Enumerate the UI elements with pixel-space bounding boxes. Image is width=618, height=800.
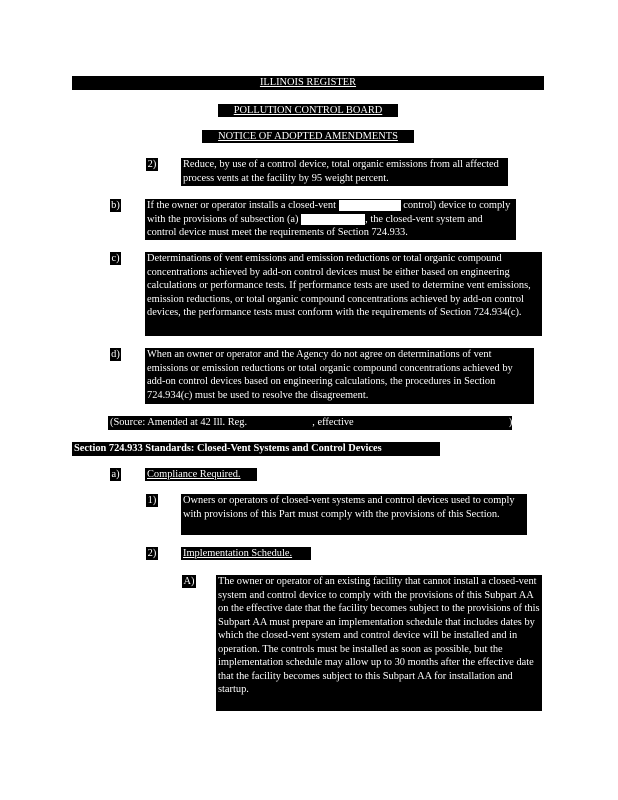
sub-a2-band (181, 547, 311, 560)
redaction-box (301, 214, 365, 225)
item-b-label: b) (111, 200, 120, 211)
sub-a-band (145, 468, 257, 481)
sub-a2A-text: The owner or operator of an existing facility that cannot install a closed-vent system and control device to comply with the provisions of this Subpart AA on the effective date that the facility becomes subject to the provisions of this Subpart AA must prepare an implementation schedule that includes dates by which the closed-vent system and control device will be installed and in operation. The controls must be installed as soon as possible, but the implementation schedule may allow up to 30 months after the effective date that the facility becomes subject to this Subpart AA for installation and startup. (216, 575, 542, 711)
source-note-middle: , effective (312, 417, 354, 428)
redaction-box (250, 417, 310, 428)
sub-a-label: a) (111, 469, 120, 480)
header-rule (72, 88, 544, 90)
sub-a1-text: Owners or operators of closed-vent systems and control devices used to comply with provisions of this Part must comply with the provisions of this Section. (181, 494, 527, 535)
section-heading (72, 442, 440, 456)
sub-a-title: Compliance Required. (147, 469, 241, 480)
source-note-suffix: ) (508, 417, 513, 428)
source-note-prefix: (Source: Amended at 42 Ill. Reg. (110, 417, 248, 428)
item-c-label: c) (111, 253, 120, 264)
board-title-band (218, 104, 398, 117)
notice-title: NOTICE OF ADOPTED AMENDMENTS (218, 131, 398, 142)
item-b-text (145, 199, 516, 240)
item-c-text: Determinations of vent emissions and emission reductions or total organic compound concentrations achieved by add-on control devices must be either based on engineering calculations or performance tests. If performance tests are used to determine vent emissions, emission reductions, or total organic compound concentrations achieved by add-on control devices, the performance tests must conform with the requirements of Section 724.934(c). (145, 252, 542, 336)
item-b-text-before: If the owner or operator installs a closed-vent (147, 200, 336, 211)
board-title: POLLUTION CONTROL BOARD (233, 105, 383, 116)
notice-title-band (202, 130, 414, 143)
section-heading-text: Section 724.933 Standards: Closed-Vent Systems and Control Devices (74, 443, 382, 454)
redaction-box (339, 200, 401, 211)
item-2-label: 2) (147, 159, 157, 170)
item-b-text-mid: control) device to comply with the provisions of subsection (a) (147, 200, 511, 225)
sub-a2-label: 2) (147, 548, 157, 559)
item-2-text: Reduce, by use of a control device, total organic emissions from all affected process vents at the facility by 95 weight percent. (181, 158, 508, 186)
sub-a2A-label: A) (183, 576, 195, 587)
redaction-box (356, 417, 506, 428)
sub-a2-title: Implementation Schedule. (183, 548, 293, 559)
sub-a1-label: 1) (147, 495, 157, 506)
register-title: ILLINOIS REGISTER (259, 77, 357, 88)
source-note (108, 416, 512, 430)
item-d-text: When an owner or operator and the Agency do not agree on determinations of vent emissions or emission reductions or total organic compound concentrations achieved by add-on control devices based on engineering calculations, the procedures in Section 724.934(c) must be used to resolve the disagreement. (145, 348, 534, 404)
item-d-label: d) (111, 349, 120, 360)
item-b-text-after: , the closed-vent system and control device must meet the requirements of Section 724.933. (147, 213, 483, 238)
